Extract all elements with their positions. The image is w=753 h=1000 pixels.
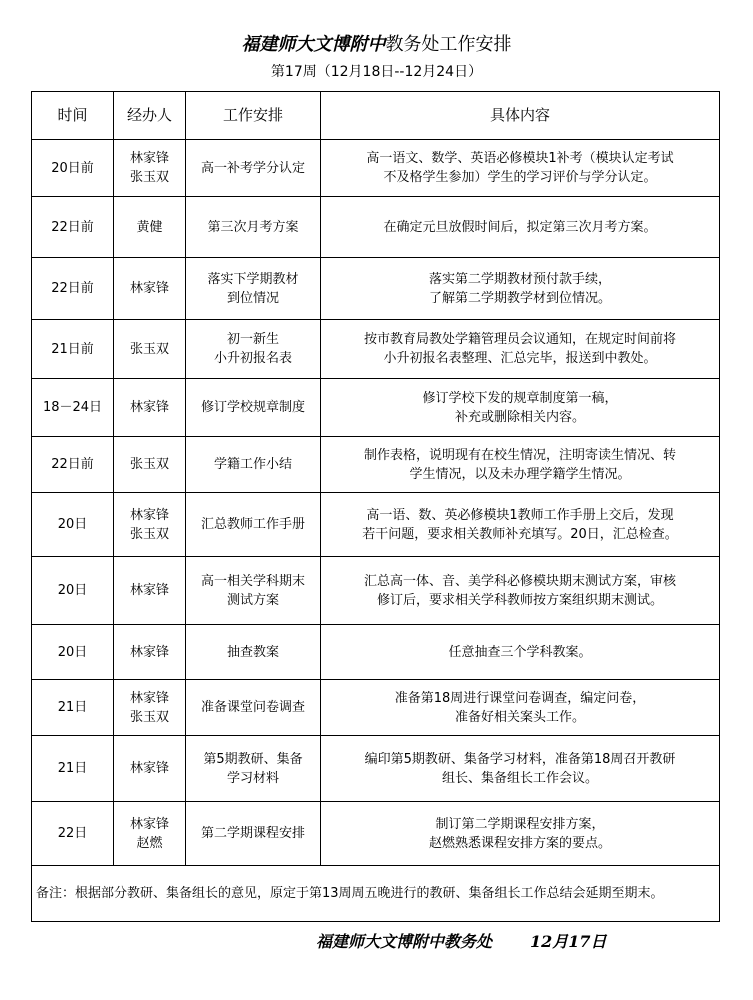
cell-detail: 准备第18周进行课堂问卷调查，编定问卷， 准备好相关案头工作。 (321, 680, 720, 736)
header-person: 经办人 (114, 92, 186, 140)
cell-person: 张玉双 (114, 320, 186, 379)
table-row (32, 493, 720, 557)
header-detail: 具体内容 (321, 92, 720, 140)
cell-person: 林家锋 张玉双 (114, 493, 186, 557)
table-row (32, 197, 720, 258)
cell-detail: 任意抽查三个学科教案。 (321, 625, 720, 680)
cell-time: 20日 (32, 493, 114, 557)
cell-person: 林家锋 (114, 736, 186, 802)
cell-time: 22日前 (32, 197, 114, 258)
cell-person: 林家锋 (114, 625, 186, 680)
cell-detail: 高一语文、数学、英语必修模块1补考（模块认定考试 不及格学生参加）学生的学习评价与学分认定。 (321, 140, 720, 197)
cell-detail: 编印第5期教研、集备学习材料，准备第18周召开教研 组长、集备组长工作会议。 (321, 736, 720, 802)
cell-task: 修订学校规章制度 (186, 379, 321, 437)
cell-detail: 制作表格，说明现有在校生情况，注明寄读生情况、转 学生情况，以及未办理学籍学生情况。 (321, 437, 720, 493)
note-text: 备注：根据部分教研、集备组长的意见，原定于第13周周五晚进行的教研、集备组长工作总结会延期至期末。 (32, 866, 720, 922)
cell-time: 21日前 (32, 320, 114, 379)
cell-person: 林家锋 (114, 258, 186, 320)
cell-detail: 在确定元旦放假时间后，拟定第三次月考方案。 (321, 197, 720, 258)
cell-time: 20日 (32, 557, 114, 625)
cell-task: 第三次月考方案 (186, 197, 321, 258)
table-row (32, 320, 720, 379)
cell-task: 准备课堂问卷调查 (186, 680, 321, 736)
cell-task: 第5期教研、集备 学习材料 (186, 736, 321, 802)
cell-task: 第二学期课程安排 (186, 802, 321, 866)
cell-task: 抽查教案 (186, 625, 321, 680)
cell-detail: 按市教育局教处学籍管理员会议通知，在规定时间前将 小升初报名表整理、汇总完毕，报送到中教处。 (321, 320, 720, 379)
week-subtitle: 第17周（12月18日--12月24日） (270, 64, 483, 80)
cell-task: 落实下学期教材 到位情况 (186, 258, 321, 320)
cell-detail: 高一语、数、英必修模块1教师工作手册上交后，发现 若干问题，要求相关教师补充填写。20日，汇总检查。 (321, 493, 720, 557)
cell-task: 高一补考学分认定 (186, 140, 321, 197)
title-text: 教务处工作安排 (385, 34, 512, 55)
cell-detail: 修订学校下发的规章制度第一稿， 补充或删除相关内容。 (321, 379, 720, 437)
signature (316, 929, 607, 952)
cell-detail: 落实第二学期教材预付款手续， 了解第二学期教学材到位情况。 (321, 258, 720, 320)
cell-task: 学籍工作小结 (186, 437, 321, 493)
cell-time: 21日 (32, 736, 114, 802)
cell-person: 黄健 (114, 197, 186, 258)
cell-time: 20日 (32, 625, 114, 680)
signature-date: 12月17日 (530, 932, 607, 951)
cell-time: 22日前 (32, 437, 114, 493)
cell-time: 20日前 (32, 140, 114, 197)
cell-person: 林家锋 (114, 557, 186, 625)
table-row (32, 437, 720, 493)
cell-time: 21日 (32, 680, 114, 736)
cell-person: 张玉双 (114, 437, 186, 493)
note-row (32, 866, 720, 922)
schedule-table (31, 91, 720, 922)
cell-person: 林家锋 (114, 379, 186, 437)
table-row (32, 736, 720, 802)
table-row (32, 258, 720, 320)
header-task: 工作安排 (186, 92, 321, 140)
table-row (32, 557, 720, 625)
header-time: 时间 (32, 92, 114, 140)
document-title (0, 30, 753, 56)
table-row (32, 140, 720, 197)
table-header-row (32, 92, 720, 140)
cell-person: 林家锋 张玉双 (114, 680, 186, 736)
table-row (32, 625, 720, 680)
cell-detail: 制订第二学期课程安排方案， 赵燃熟悉课程安排方案的要点。 (321, 802, 720, 866)
table-row (32, 379, 720, 437)
cell-time: 22日 (32, 802, 114, 866)
cell-task: 汇总教师工作手册 (186, 493, 321, 557)
table-row (32, 680, 720, 736)
signature-office: 福建师大文博附中教务处 (316, 932, 493, 951)
school-name: 福建师大文博附中 (241, 34, 386, 55)
cell-time: 18－24日 (32, 379, 114, 437)
cell-time: 22日前 (32, 258, 114, 320)
cell-detail: 汇总高一体、音、美学科必修模块期末测试方案，审核 修订后，要求相关学科教师按方案组织期末测试。 (321, 557, 720, 625)
cell-person: 林家锋 张玉双 (114, 140, 186, 197)
table-row (32, 802, 720, 866)
cell-task: 高一相关学科期末 测试方案 (186, 557, 321, 625)
cell-person: 林家锋 赵燃 (114, 802, 186, 866)
cell-task: 初一新生 小升初报名表 (186, 320, 321, 379)
